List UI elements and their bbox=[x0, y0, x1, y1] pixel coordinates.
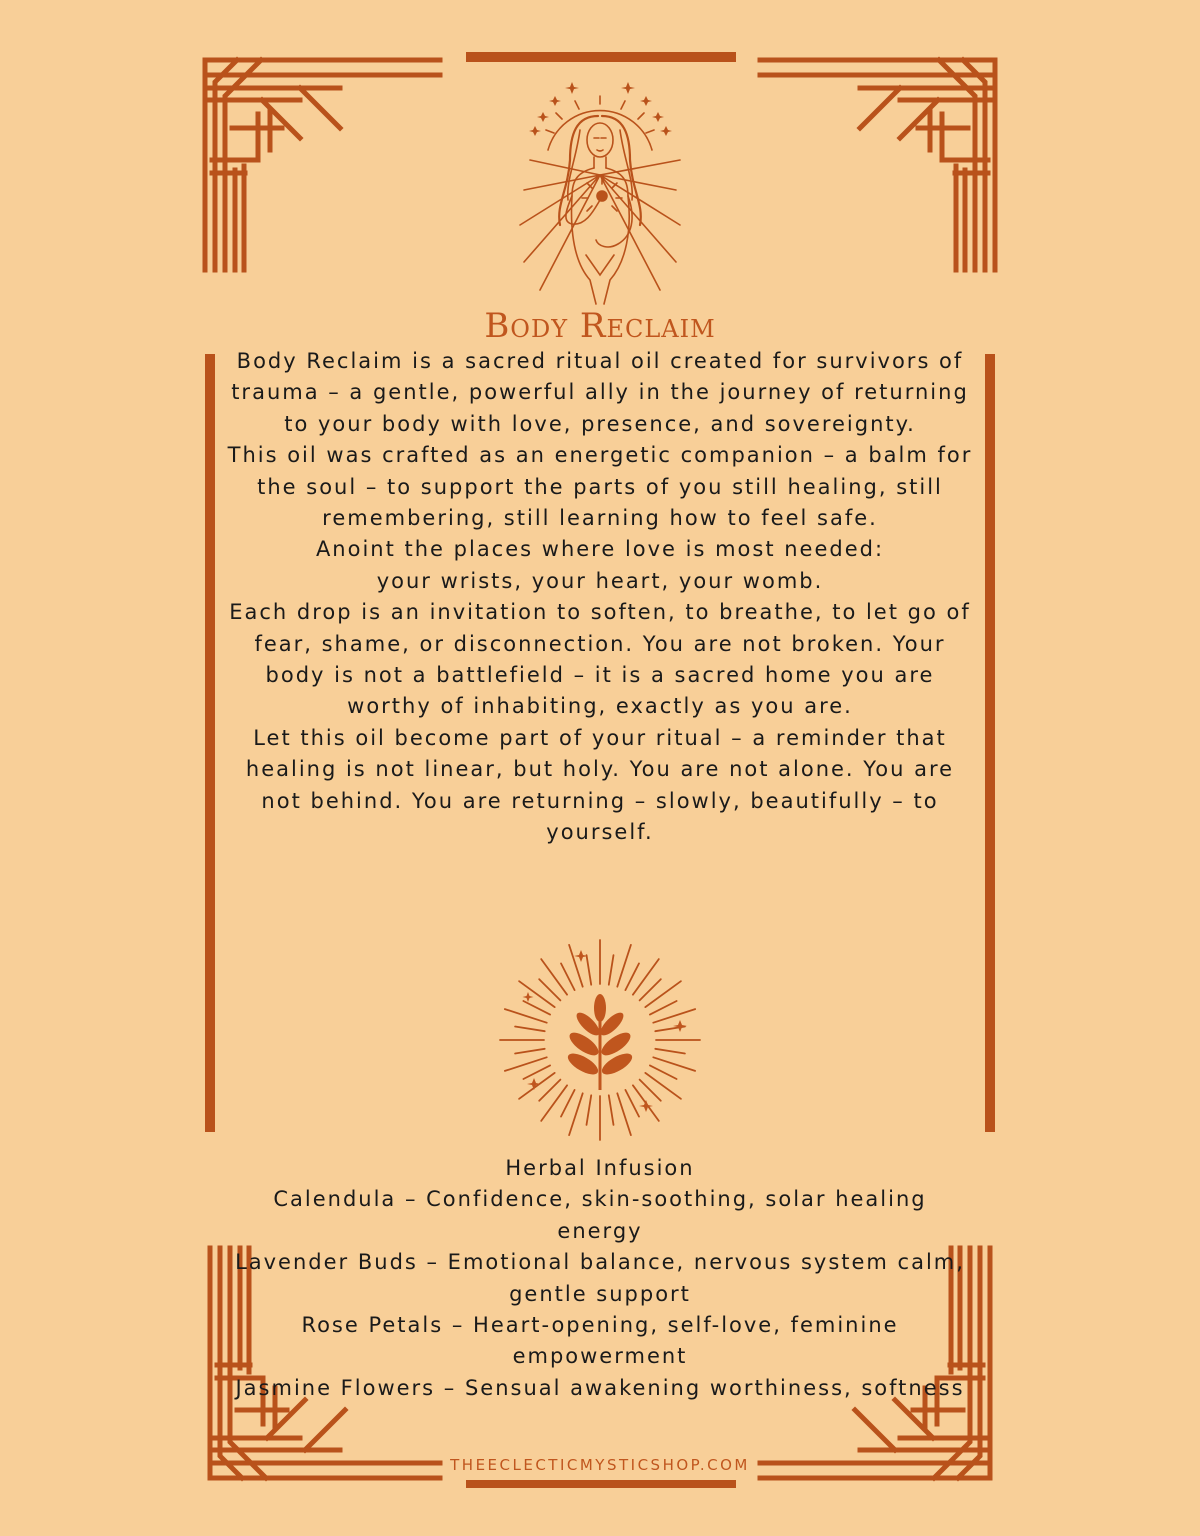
sunburst-ray bbox=[541, 1085, 567, 1121]
sunburst-ray bbox=[519, 1073, 555, 1099]
description-block bbox=[222, 346, 978, 849]
sunburst-ray bbox=[625, 963, 639, 990]
sunburst-ray bbox=[505, 1009, 547, 1023]
sunburst-ray bbox=[633, 959, 659, 995]
sunburst-ray bbox=[515, 1049, 545, 1054]
sunburst-ray bbox=[655, 1049, 685, 1054]
description-paragraph: Anoint the places where love is most needed: bbox=[315, 537, 885, 562]
sunburst-ray bbox=[587, 1095, 592, 1125]
sunburst-ray bbox=[617, 945, 631, 987]
sunburst-ray bbox=[519, 981, 555, 1007]
herb-item: Rose Petals – Heart-opening, self-love, feminine empowerment bbox=[301, 1313, 899, 1369]
sunburst-ray bbox=[653, 1057, 695, 1071]
description-paragraph: Body Reclaim is a sacred ritual oil created for survivors of trauma – a gentle, powerful ally in the journey of returning to your body with love, presence, and sovereignty. bbox=[231, 349, 969, 436]
sunburst-ray bbox=[523, 1001, 550, 1015]
herb-item: Calendula – Confidence, skin-soothing, solar healing energy bbox=[273, 1187, 927, 1243]
sunburst-ray bbox=[541, 959, 567, 995]
sunburst-ray bbox=[505, 1057, 547, 1071]
herb-item: Jasmine Flowers – Sensual awakening worthiness, softness bbox=[235, 1375, 965, 1400]
sunburst-ray bbox=[650, 1065, 677, 1079]
sunburst-ray bbox=[617, 1093, 631, 1135]
sunburst-ray bbox=[645, 981, 681, 1007]
sunburst-ray bbox=[653, 1009, 695, 1023]
sunburst-ray bbox=[650, 1001, 677, 1015]
description-paragraph: your wrists, your heart, your womb. bbox=[376, 568, 824, 593]
sunburst-ray bbox=[523, 1065, 550, 1079]
footer-website: THEECLECTICMYSTICSHOP.COM bbox=[450, 1456, 750, 1474]
sunburst-ray bbox=[569, 1093, 583, 1135]
description-paragraph: This oil was crafted as an energetic companion – a balm for the soul – to support the parts of you still healing, still remembering, still learning how to feel safe. bbox=[227, 443, 973, 531]
description-paragraph: Each drop is an invitation to soften, to breathe, to let go of fear, shame, or disconnection. You are not broken. Your body is not a battlefield – it is a sacred home you are worthy of inhabiting, exactly as you are. bbox=[229, 600, 971, 719]
sunburst-ray bbox=[561, 1090, 575, 1117]
description-paragraph: Let this oil become part of your ritual – a reminder that healing is not linear, but holy. You are not alone. You are not behind. You are returning – slowly, beautifully – to yourself. bbox=[245, 725, 955, 845]
sunburst-ray bbox=[587, 955, 592, 985]
sunburst-ray bbox=[515, 1027, 545, 1032]
herbal-infusion-section bbox=[230, 1153, 970, 1404]
page-title: Body Reclaim bbox=[484, 306, 716, 346]
sunburst-ray bbox=[561, 963, 575, 990]
sunburst-ray bbox=[609, 955, 614, 985]
sunburst-ray bbox=[645, 1073, 681, 1099]
herb-item: Lavender Buds – Emotional balance, nervous system calm, gentle support bbox=[235, 1250, 965, 1306]
sunburst-ray bbox=[625, 1090, 639, 1117]
herbal-heading: Herbal Infusion bbox=[505, 1156, 695, 1180]
sunburst-ray bbox=[609, 1095, 614, 1125]
